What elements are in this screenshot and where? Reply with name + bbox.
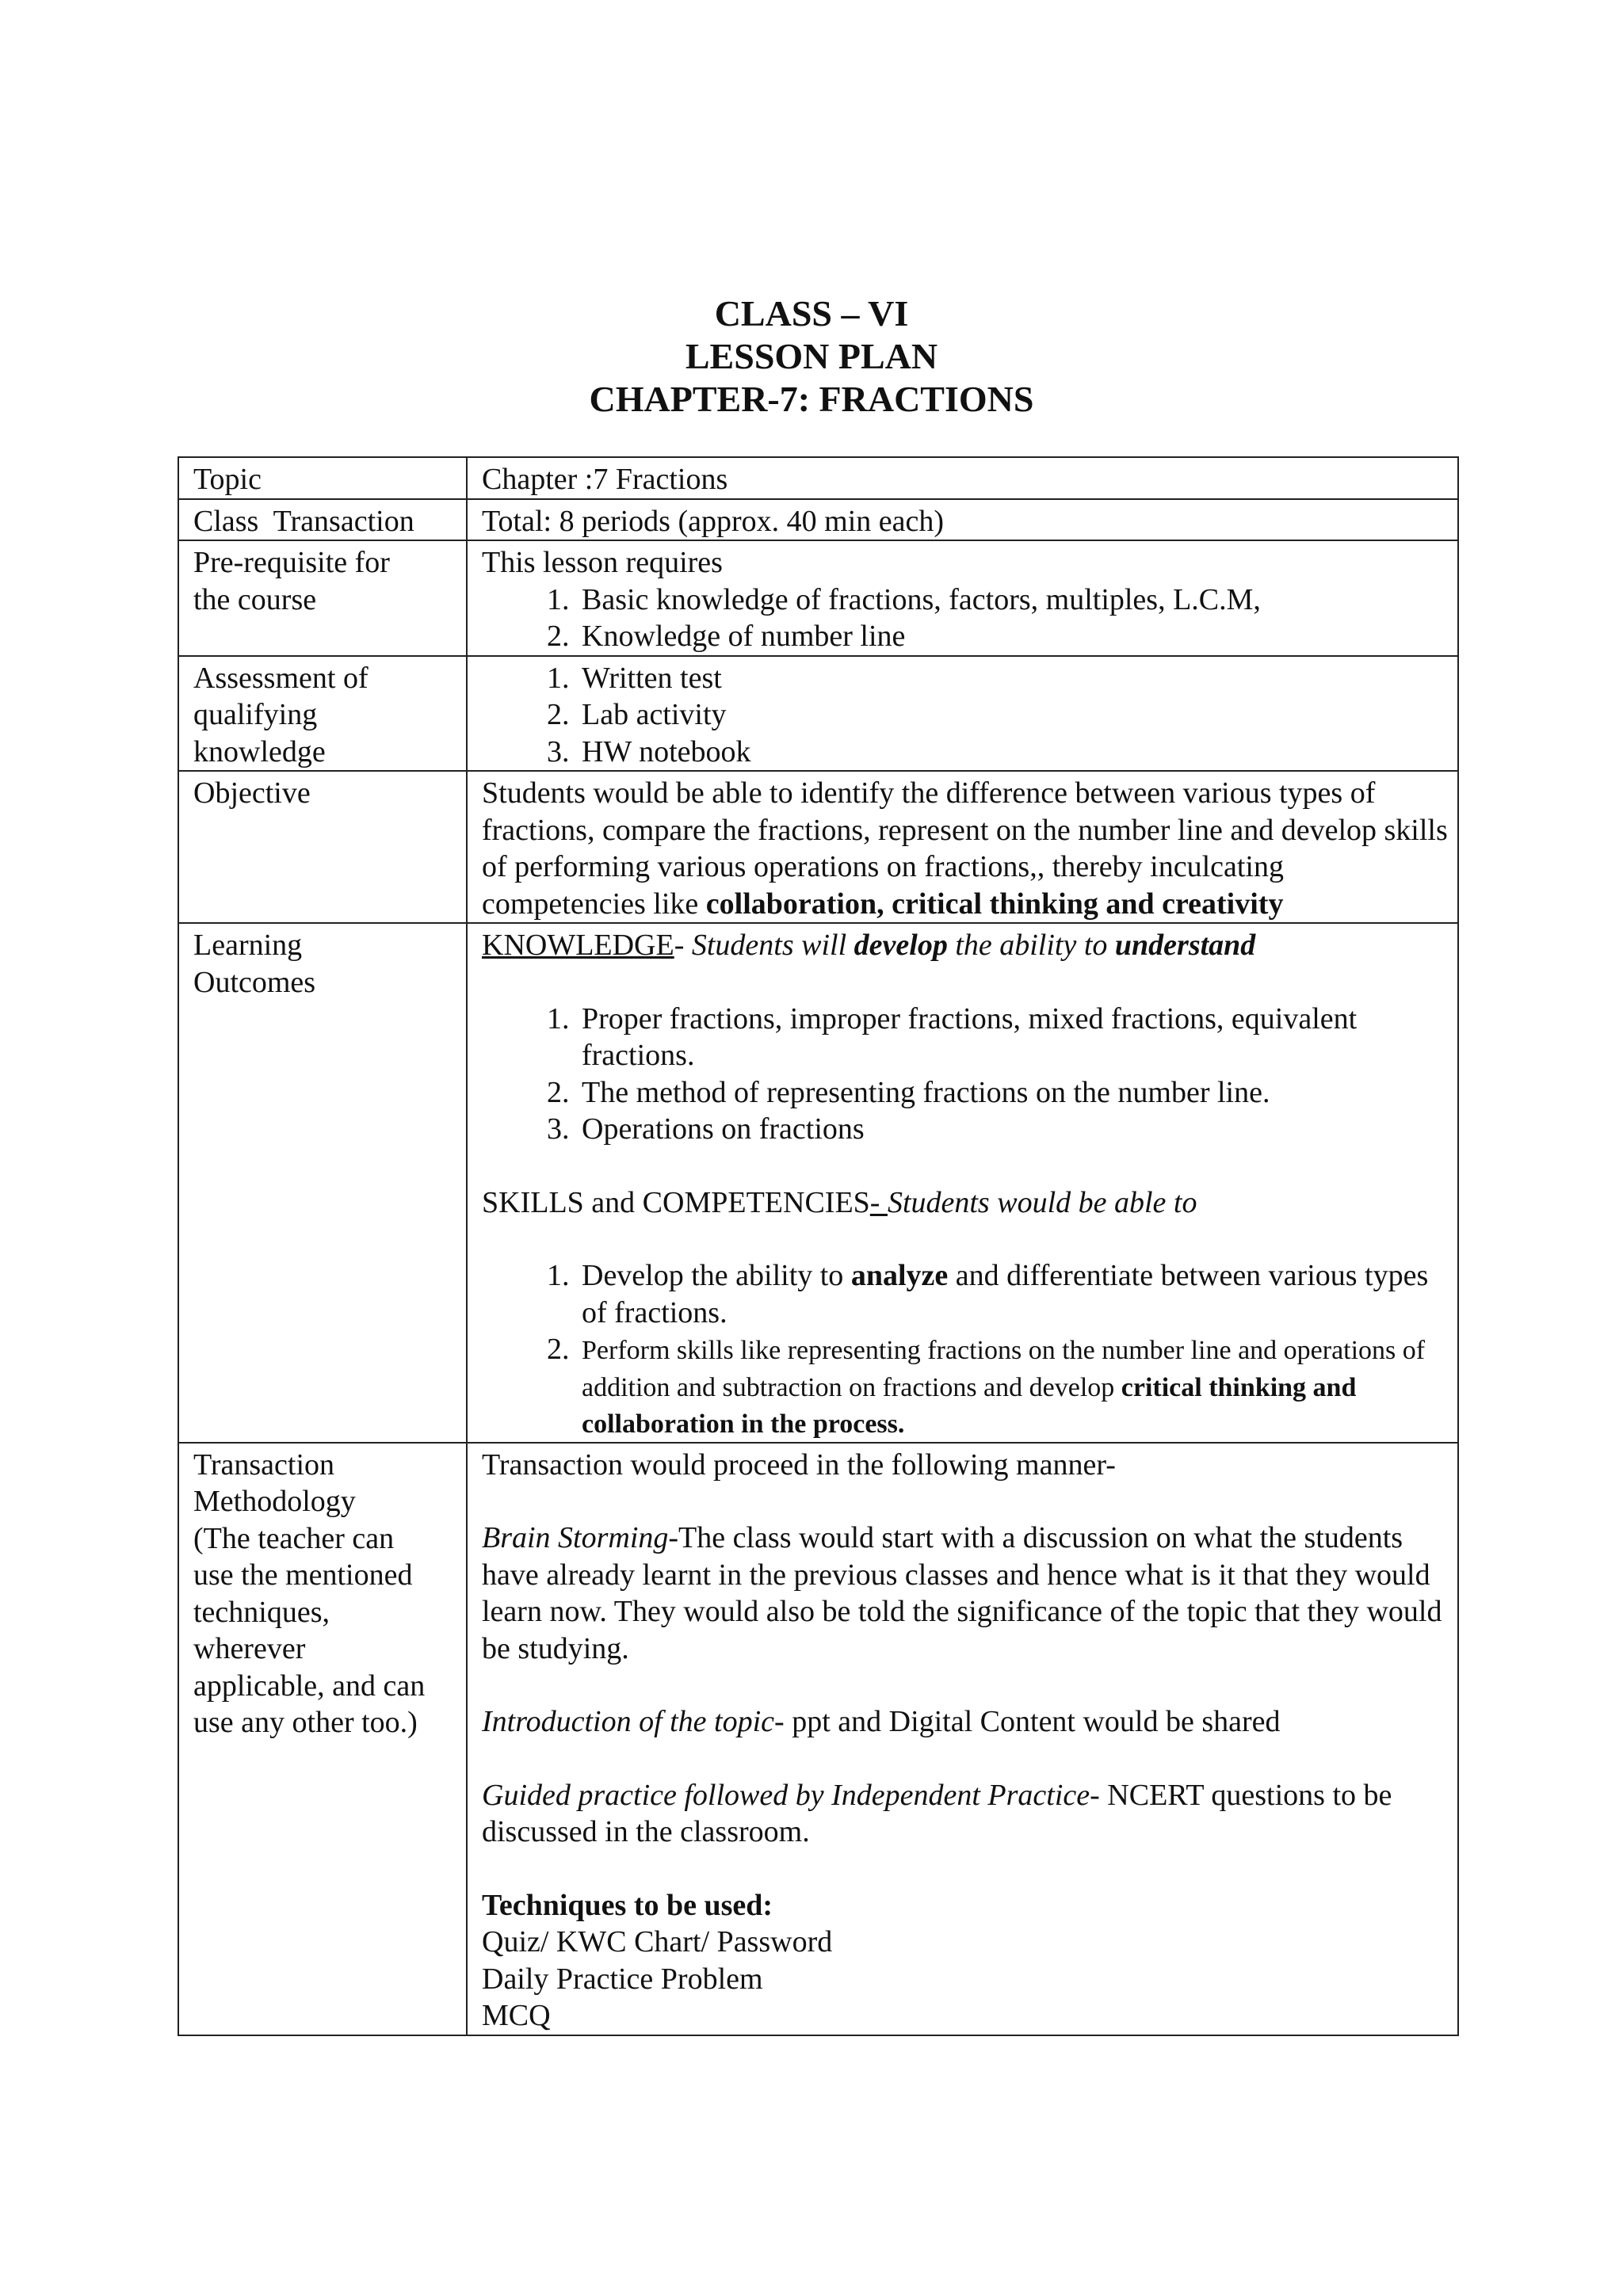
methodology-intro: Transaction would proceed in the following manner- bbox=[482, 1447, 1116, 1482]
methodology-label-line: applicable, and can bbox=[193, 1669, 426, 1703]
title-lesson-plan: LESSON PLAN bbox=[685, 336, 938, 376]
row-assessment bbox=[178, 656, 1458, 772]
assessment-list bbox=[482, 660, 1449, 771]
objective-competencies: collaboration, critical thinking and creativity bbox=[705, 887, 1284, 921]
title-chapter: CHAPTER-7: FRACTIONS bbox=[589, 379, 1034, 419]
techniques-heading: Techniques to be used: bbox=[482, 1888, 773, 1922]
knowledge-title: KNOWLEDGE bbox=[482, 929, 674, 962]
technique-item: Daily Practice Problem bbox=[482, 1962, 763, 1996]
guided-practice: Guided practice followed by Independent Practice- NCERT questions to be discussed in the classroom. bbox=[482, 1778, 1392, 1848]
methodology-label-line: wherever bbox=[193, 1632, 306, 1665]
list-item: 1. Develop the ability to analyze and differentiate between various types of fractions. bbox=[577, 1257, 1449, 1331]
skill-analyze: analyze bbox=[850, 1259, 949, 1292]
methodology-label-line: Transaction bbox=[193, 1447, 335, 1482]
row-prerequisite bbox=[178, 540, 1458, 656]
knowledge-text: the ability to bbox=[947, 929, 1115, 962]
technique-item: MCQ bbox=[482, 1999, 551, 2032]
knowledge-heading bbox=[482, 927, 1449, 964]
prerequisite-label-line: the course bbox=[193, 582, 317, 616]
prerequisite-list bbox=[482, 582, 1449, 655]
methodology-label-line: use the mentioned bbox=[193, 1558, 413, 1592]
topic-label: Topic bbox=[178, 457, 467, 499]
list-item: 2. Lab activity bbox=[577, 696, 1449, 734]
skills-text: Students would be able to bbox=[887, 1185, 1197, 1219]
methodology-label bbox=[178, 1443, 467, 2035]
lesson-plan-table bbox=[178, 456, 1459, 2036]
methodology-label-line: use any other too.) bbox=[193, 1706, 418, 1739]
objective-text: Students would be able to identify the difference between various types of fractions, compare the fractions, represent on the number line and develop skills of performing various operations on fractions,, thereby inculcating competencies like bbox=[482, 776, 1448, 921]
objective-label: Objective bbox=[178, 771, 467, 923]
row-topic bbox=[178, 457, 1458, 499]
list-item: 2. The method of representing fractions on the number line. bbox=[577, 1074, 1449, 1112]
prerequisite-value bbox=[467, 540, 1458, 656]
row-methodology bbox=[178, 1443, 1458, 2035]
prerequisite-label bbox=[178, 540, 467, 656]
list-item: 1. Proper fractions, improper fractions, mixed fractions, equivalent fractions. bbox=[577, 1001, 1449, 1074]
knowledge-text: Students will bbox=[691, 929, 854, 962]
methodology-label-line: (The teacher can bbox=[193, 1521, 395, 1555]
skill-critical-thinking: critical thinking and collaboration in the process. bbox=[582, 1372, 1357, 1439]
learning-outcomes-label-line: Learning bbox=[193, 929, 303, 962]
list-item: 1. Basic knowledge of fractions, factors, multiples, L.C.M, bbox=[577, 582, 1449, 619]
list-item: 3. HW notebook bbox=[577, 734, 1449, 771]
introduction-of-topic: Introduction of the topic- ppt and Digital Content would be shared bbox=[482, 1705, 1281, 1738]
objective-value bbox=[467, 771, 1458, 923]
knowledge-dash: - bbox=[674, 929, 692, 962]
row-class-transaction bbox=[178, 499, 1458, 541]
methodology-label-line: Methodology bbox=[193, 1485, 356, 1518]
guided-practice-title: Guided practice followed by Independent Practice bbox=[482, 1778, 1090, 1812]
class-transaction-value: Total: 8 periods (approx. 40 min each) bbox=[467, 499, 1458, 541]
learning-outcomes-label bbox=[178, 923, 467, 1443]
title-class: CLASS – VI bbox=[714, 293, 909, 334]
skills-dash: - bbox=[869, 1185, 888, 1219]
learning-outcomes-label-line: Outcomes bbox=[193, 965, 316, 999]
technique-item: Quiz/ KWC Chart/ Password bbox=[482, 1925, 833, 1958]
list-item: 3. Operations on fractions bbox=[577, 1111, 1449, 1148]
brain-storming: Brain Storming-The class would start with a discussion on what the students have already learnt in the previous classes and hence what is it that they would learn now. They would also be told the significance of the topic that they would be studying. bbox=[482, 1521, 1442, 1665]
learning-outcomes-value bbox=[467, 923, 1458, 1443]
skills-list bbox=[482, 1257, 1449, 1442]
assessment-label-line: qualifying bbox=[193, 698, 318, 731]
prerequisite-intro: This lesson requires bbox=[482, 546, 723, 579]
brain-storming-title: Brain Storming bbox=[482, 1521, 669, 1554]
assessment-value bbox=[467, 656, 1458, 772]
list-item: 2. Knowledge of number line bbox=[577, 618, 1449, 655]
assessment-label bbox=[178, 656, 467, 772]
introduction-title: Introduction of the topic bbox=[482, 1705, 775, 1738]
assessment-label-line: knowledge bbox=[193, 734, 326, 769]
row-learning-outcomes bbox=[178, 923, 1458, 1443]
knowledge-develop: develop bbox=[854, 929, 948, 962]
methodology-value bbox=[467, 1443, 1458, 2035]
list-item: 1. Written test bbox=[577, 660, 1449, 697]
skills-title: SKILLS and COMPETENCIES bbox=[482, 1185, 870, 1219]
class-transaction-label: Class Transaction bbox=[178, 499, 467, 541]
knowledge-list bbox=[482, 1001, 1449, 1148]
assessment-label-line: Assessment of bbox=[193, 661, 369, 695]
knowledge-understand: understand bbox=[1114, 929, 1256, 962]
methodology-label-line: techniques, bbox=[193, 1595, 330, 1629]
list-item: 2. Perform skills like representing fractions on the number line and operations of addition and subtraction on fractions and develop critical thinking and collaboration in the process. bbox=[577, 1331, 1449, 1442]
row-objective bbox=[178, 771, 1458, 923]
document-title bbox=[0, 292, 1623, 421]
prerequisite-label-line: Pre-requisite for bbox=[193, 546, 390, 579]
skills-heading bbox=[482, 1184, 1449, 1222]
topic-value: Chapter :7 Fractions bbox=[467, 457, 1458, 499]
